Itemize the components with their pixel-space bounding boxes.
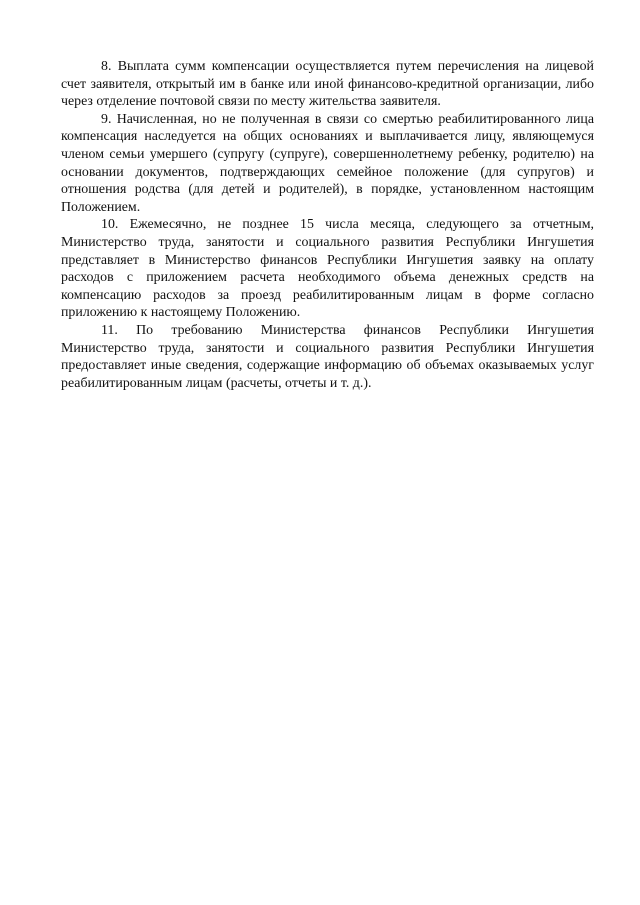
paragraph-10: 10. Ежемесячно, не позднее 15 числа месяца, следующего за отчетным, Министерство труда, занятости и социального развития Республики Ингушетия представляет в Министерство финансов Республики Ингушетия заявку на оплату расходов с приложением расчета необходимого объема денежных средств на компенсацию расходов за проезд реабилитированным лицам в форме согласно приложению к настоящему Положению.	[61, 217, 594, 321]
paragraph-8: 8. Выплата сумм компенсации осуществляется путем перечисления на лицевой счет заявителя, открытый им в банке или иной финансово-кредитной организации, либо через отделение почтовой связи по месту жительства заявителя.	[61, 59, 594, 110]
paragraph-11: 11. По требованию Министерства финансов Республики Ингушетия Министерство труда, занятости и социального развития Республики Ингушетия предоставляет иные сведения, содержащие информацию об объемах оказываемых услуг реабилитированным лицам (расчеты, отчеты и т. д.).	[61, 322, 594, 391]
paragraph-9: 9. Начисленная, но не полученная в связи со смертью реабилитированного лица компенсация наследуется на общих основаниях и выплачивается лицу, являющемуся членом семьи умершего (супругу (супруге), совершеннолетнему ребенку, родителю) на основании документов, подтверждающих семейное положение (для супругов) и отношения родства (для детей и родителей), в порядке, установленном настоящим Положением.	[61, 111, 594, 215]
document-body	[61, 58, 594, 392]
